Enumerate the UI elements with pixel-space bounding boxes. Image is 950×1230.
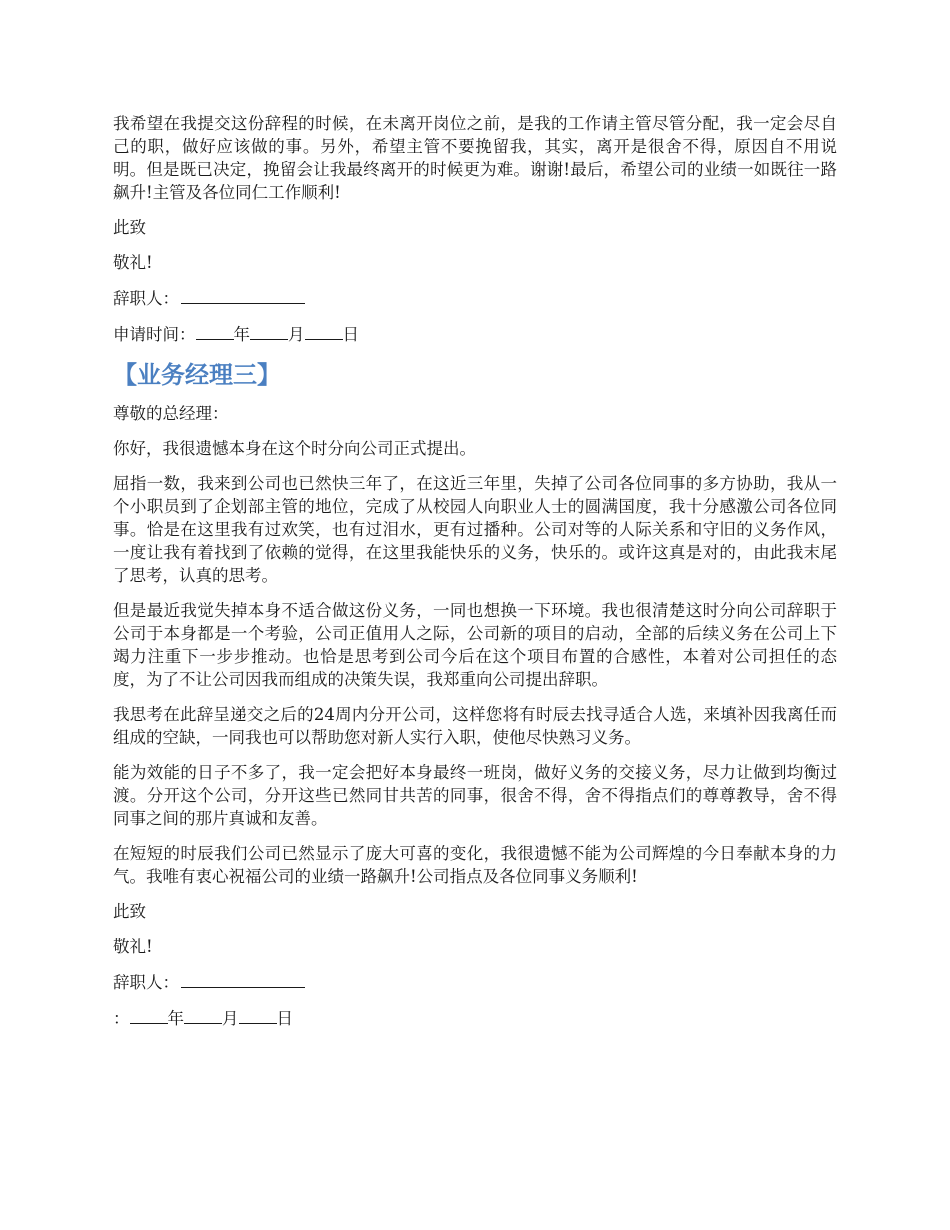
resigner-label-2: 辞职人： [113, 973, 179, 992]
month-label-2: 月 [222, 1009, 239, 1028]
resigner-line [113, 286, 837, 310]
resigner-line-2 [113, 970, 837, 994]
resigner-label: 辞职人： [113, 289, 179, 308]
body-paragraph-2: 屈指一数，我来到公司也已然快三年了，在这近三年里，失掉了公司各位同事的多方协助，我从一个小职员到了企划部主管的地位，完成了从校园人向职业人士的圆满国度，我十分感激公司各位同事。恰是在这里我有过欢笑，也有过泪水，更有过播种。公司对等的人际关系和守旧的义务作风，一度让我有着找到了依赖的觉得，在这里我能快乐的义务，快乐的。或许这真是对的，由此我末尾了思考，认真的思考。 [113, 474, 837, 585]
day-label: 日 [342, 325, 359, 344]
closing-paragraph: 我希望在我提交这份辞程的时候，在未离开岗位之前，是我的工作请主管尽管分配，我一定会尽自己的职，做好应该做的事。另外，希望主管不要挽留我，其实，离开是很舍不得，原因自不用说明。但是既已决定，挽留会让我最终离开的时候更为难。谢谢!最后，希望公司的业绩一如既往一路飙升!主管及各位同仁工作顺利! [113, 114, 837, 202]
body-paragraph-3: 但是最近我觉失掉本身不适合做这份义务，一同也想换一下环境。我也很清楚这时分向公司辞职于公司于本身都是一个考验，公司正值用人之际，公司新的项目的启动，全部的后续义务在公司上下竭力注重下一步步推动。也恰是思考到公司今后在这个项目布置的合感性，本着对公司担任的态度，为了不让公司因我而组成的决策失误，我郑重向公司提出辞职。 [113, 601, 837, 689]
year-blank [196, 322, 234, 340]
month-blank [250, 322, 288, 340]
closing-jingli: 敬礼! [113, 253, 153, 272]
section-heading: 【业务经理三】 [113, 361, 281, 389]
date-line-2 [113, 1006, 837, 1030]
month-blank-2 [184, 1006, 222, 1024]
resigner-blank [181, 286, 305, 304]
closing-cizhi: 此致 [113, 218, 146, 237]
date-prefix: 申请时间： [113, 325, 196, 344]
salutation: 尊敬的总经理： [113, 404, 229, 423]
day-blank-2 [239, 1006, 277, 1024]
year-label-2: 年 [167, 1009, 184, 1028]
month-label: 月 [288, 325, 305, 344]
year-blank-2 [130, 1006, 168, 1024]
jingli: 敬礼! [113, 937, 153, 956]
resigner-blank-2 [181, 970, 305, 988]
body-paragraph-4: 我思考在此辞呈递交之后的24周内分开公司，这样您将有时辰去找寻适合人选，来填补因我离任而组成的空缺，一同我也可以帮助您对新人实行入职，使他尽快熟习义务。 [113, 705, 837, 747]
date-line [113, 322, 837, 346]
day-blank [305, 322, 343, 340]
year-label: 年 [233, 325, 250, 344]
body-paragraph-1: 你好，我很遗憾本身在这个时分向公司正式提出。 [113, 439, 476, 458]
cizhi: 此致 [113, 902, 146, 921]
date-prefix-2: ： [113, 1009, 130, 1028]
body-paragraph-5: 能为效能的日子不多了，我一定会把好本身最终一班岗，做好义务的交接义务，尽力让做到均衡过渡。分开这个公司，分开这些已然同甘共苦的同事，很舍不得，舍不得指点们的尊尊教导，舍不得同事之间的那片真诚和友善。 [113, 763, 837, 828]
body-paragraph-6: 在短短的时辰我们公司已然显示了庞大可喜的变化，我很遗憾不能为公司辉煌的今日奉献本身的力气。我唯有衷心祝福公司的业绩一路飙升!公司指点及各位同事义务顺利! [113, 844, 837, 886]
day-label-2: 日 [276, 1009, 293, 1028]
